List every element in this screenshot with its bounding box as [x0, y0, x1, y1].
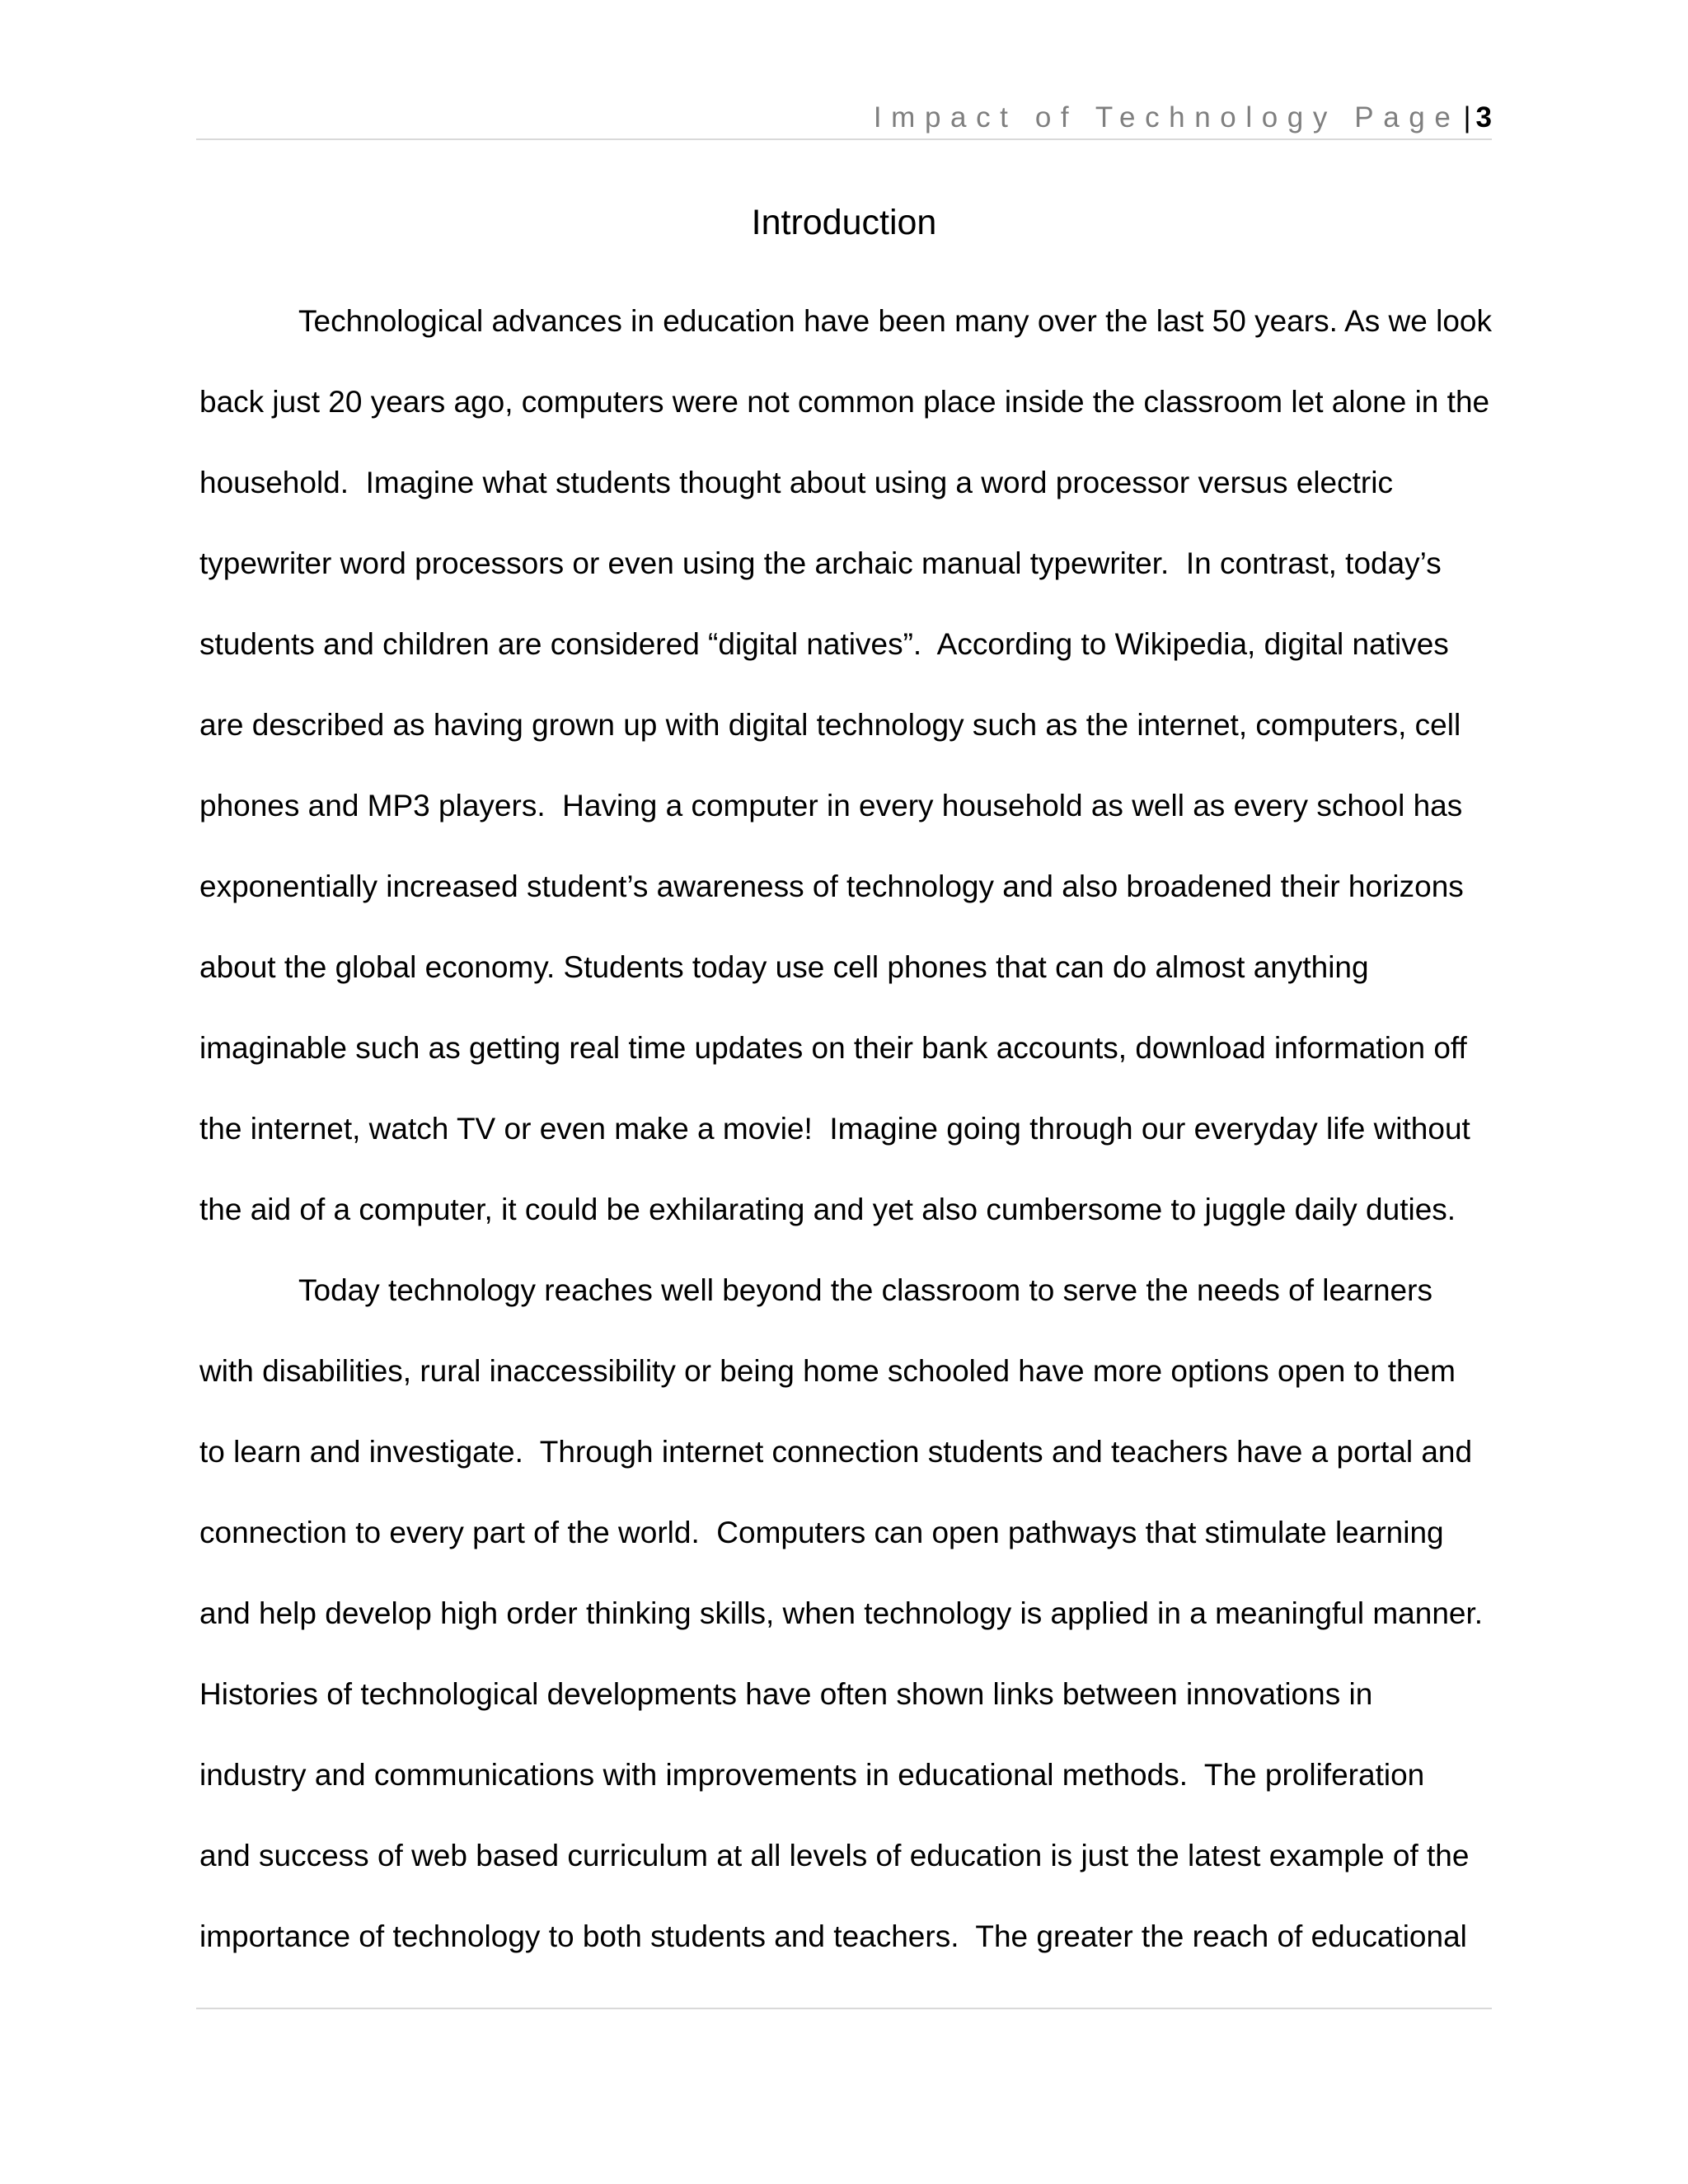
header-rule [196, 138, 1492, 140]
paragraph-2-line: industry and communications with improvements in educational methods. The proliferation [199, 1758, 1425, 1792]
paragraph-1-line: students and children are considered “digital natives”. According to Wikipedia, digital natives [199, 627, 1449, 661]
page-header [196, 97, 1492, 138]
paragraph-2-line: with disabilities, rural inaccessibility or being home schooled have more options open to them [199, 1354, 1456, 1388]
paragraph-2-line: Histories of technological developments have often shown links between innovations in [199, 1677, 1373, 1711]
section-heading: Introduction [751, 203, 937, 242]
header-title: Impact of Technology Page [873, 101, 1461, 134]
paragraph-1-line: the internet, watch TV or even make a movie! Imagine going through our everyday life without [199, 1112, 1470, 1146]
paragraph-1-line: phones and MP3 players. Having a computer in every household as well as every school has [199, 789, 1463, 823]
paragraph-1-line: about the global economy. Students today use cell phones that can do almost anything [199, 950, 1369, 984]
paragraph-2-line: to learn and investigate. Through internet connection students and teachers have a portal and [199, 1435, 1473, 1469]
page-number: 3 [1475, 101, 1492, 134]
paragraph-1-line: exponentially increased student’s awareness of technology and also broadened their horizons [199, 869, 1464, 903]
paragraph-2-line: and help develop high order thinking skills, when technology is applied in a meaningful manner. [199, 1596, 1484, 1630]
paragraph-1-line: are described as having grown up with digital technology such as the internet, computers, cell [199, 708, 1461, 742]
paragraph-1-line: Technological advances in education have been many over the last 50 years. As we look [298, 304, 1493, 338]
paragraph-2-line: importance of technology to both students and teachers. The greater the reach of educational [199, 1919, 1467, 1953]
paragraph-1-line: back just 20 years ago, computers were not common place inside the classroom let alone in the [199, 385, 1490, 419]
paragraph-2-line: Today technology reaches well beyond the classroom to serve the needs of learners [298, 1273, 1432, 1307]
paragraph-2-line: and success of web based curriculum at all levels of education is just the latest example of the [199, 1839, 1470, 1872]
paragraph-1-line: imaginable such as getting real time updates on their bank accounts, download information off [199, 1031, 1467, 1065]
paragraph-1-line: the aid of a computer, it could be exhilarating and yet also cumbersome to juggle daily duties. [199, 1193, 1456, 1226]
paragraph-1-line: typewriter word processors or even using the archaic manual typewriter. In contrast, today’s [199, 546, 1442, 580]
paragraph-2-line: connection to every part of the world. Computers can open pathways that stimulate learning [199, 1516, 1444, 1549]
body-text [199, 295, 1502, 1991]
paragraph-1-line: household. Imagine what students thought about using a word processor versus electric [199, 466, 1393, 499]
header-separator: | [1463, 101, 1471, 134]
footer-rule [196, 2008, 1492, 2009]
